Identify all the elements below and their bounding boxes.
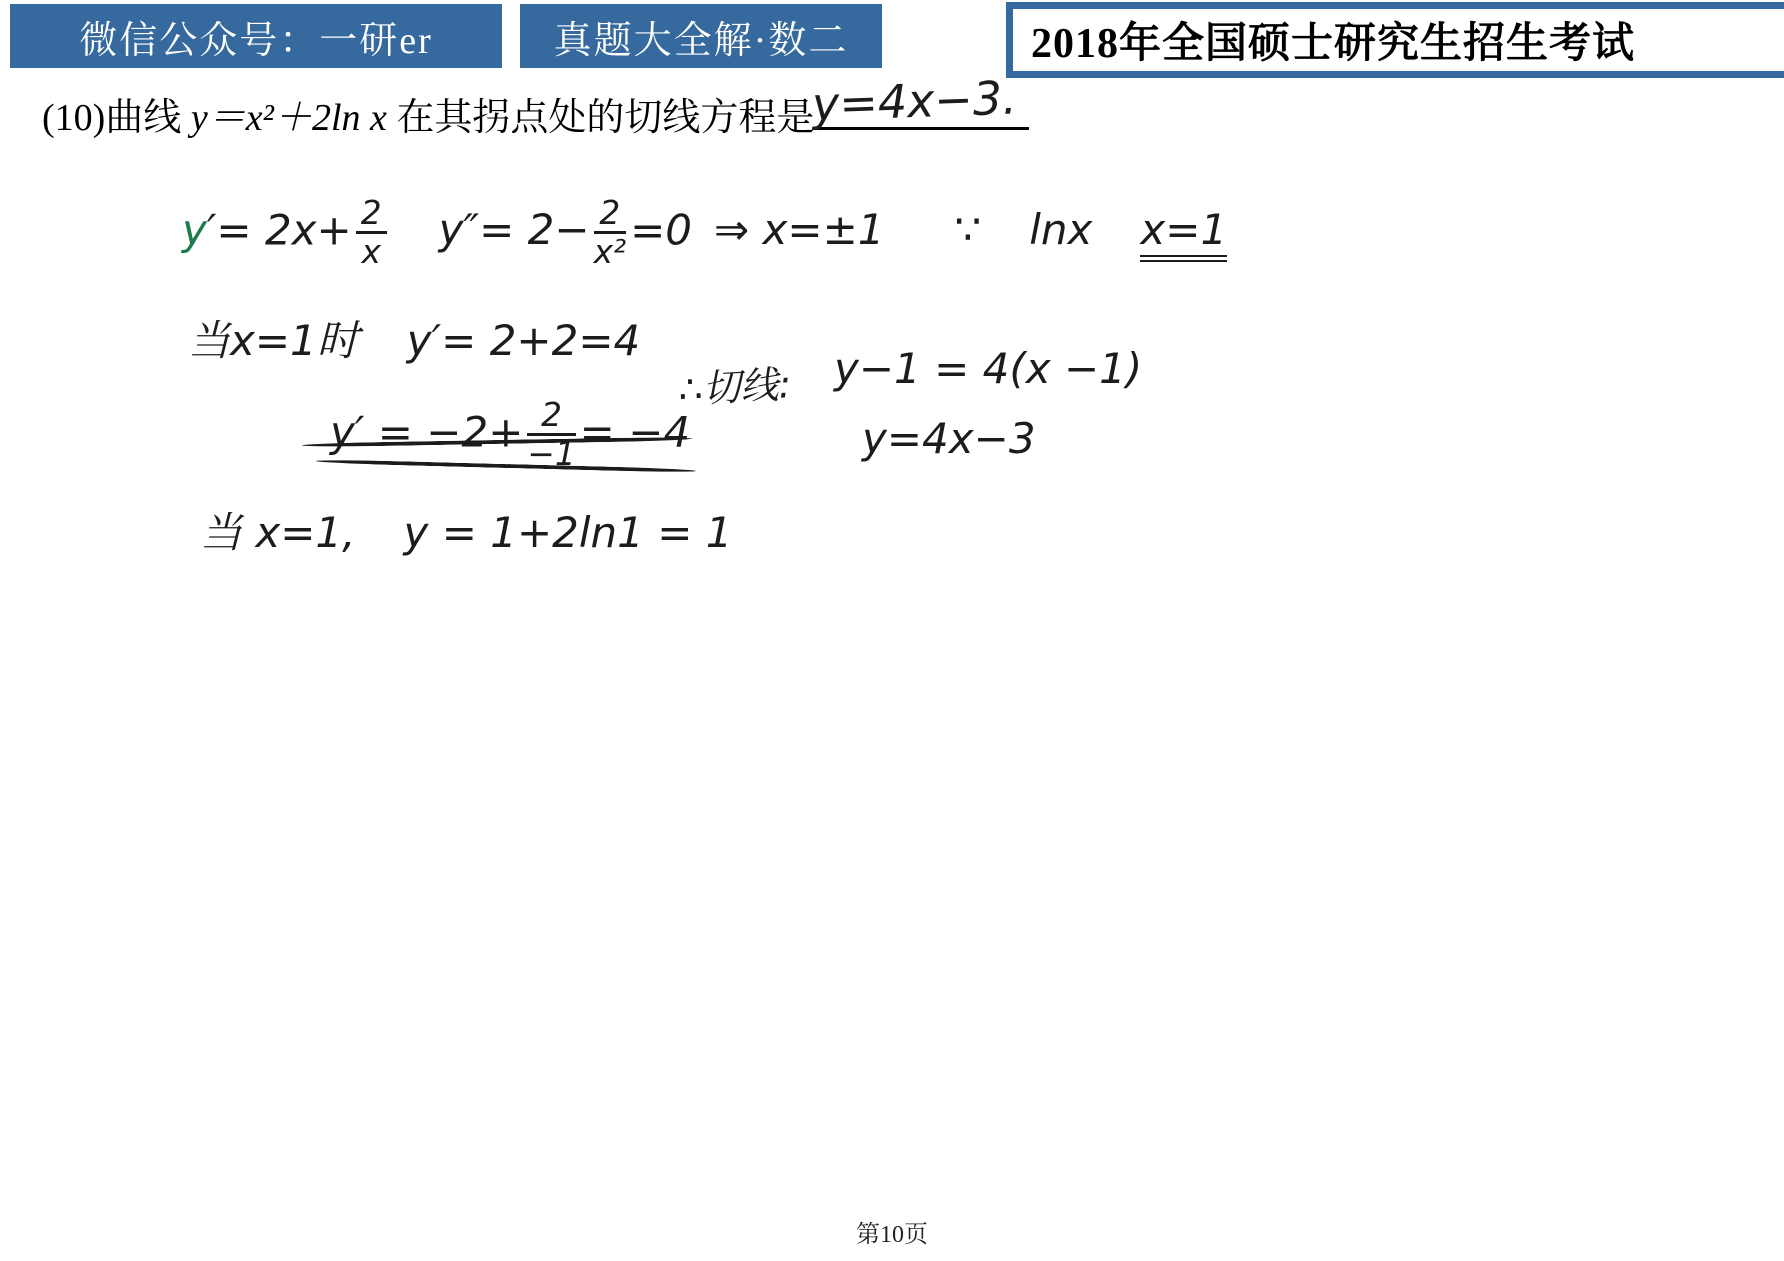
hw-x-equals-1: x=1 [1140,205,1227,262]
hw-equals-zero: =0 [630,205,692,255]
hw-second-derivative: y″= 2− [438,205,590,255]
wechat-account-badge [10,4,502,68]
hw-lnx: lnx [1029,205,1093,255]
handwritten-line-derivatives [182,196,1227,270]
hw-fraction-2-over-x2: $\frac{2}{\text{x²}}$ [593,194,627,272]
question-prefix: 曲线 [105,97,191,139]
handwritten-tangent-eq2: y=4x−3 [862,414,1036,463]
hw-y-value: y = 1+2ln1 = 1 [403,508,733,557]
hw-crossed-right: = −4 [579,407,691,457]
hw-implies-x: ⇒ x=±1 [714,205,885,255]
question-number: (10) [42,97,106,139]
strikethrough-line [316,459,696,473]
hw-because-symbol: ∵ [954,205,982,255]
question-suffix: 在其拐点处的切线方程是 [386,97,815,139]
handwritten-answer: y=4x−3. [811,70,1018,132]
series-title-label: 真题大全解·数二 [553,19,849,62]
handwritten-line-crossed-out [330,398,690,472]
hw-slope-value: y′= 2+2=4 [406,316,641,365]
handwritten-line-y-value [200,500,733,560]
hw-when-x1-comma: 当 x=1, [200,508,356,557]
page-number: 第10页 [856,1222,928,1248]
exam-title-banner [1006,2,1784,78]
series-title-badge [520,4,882,68]
hw-crossed-left: y′ = −2+ [330,407,524,457]
exam-title-label: 2018年全国硕士研究生招生考试 [1031,21,1636,67]
hw-crossed-fraction: $\frac{2}{-1}$ [527,396,576,474]
hw-when-x1: 当x=1时 [188,316,359,365]
hw-fraction-2-over-x: $\frac{2}{x}$ [356,196,387,270]
hw-2x-plus: 2x+ [264,205,352,255]
wechat-account-label: 微信公众号：一研er [79,19,433,62]
handwritten-line-slope [188,308,640,368]
handwritten-therefore-tangent: ∴切线: [677,362,793,412]
hw-prime-eq: ′= [206,205,265,255]
question-formula: y＝x²＋2ln x [190,97,387,139]
handwritten-tangent-eq1: y−1 = 4(x −1) [834,344,1143,393]
hw-y-green: y [182,205,207,255]
